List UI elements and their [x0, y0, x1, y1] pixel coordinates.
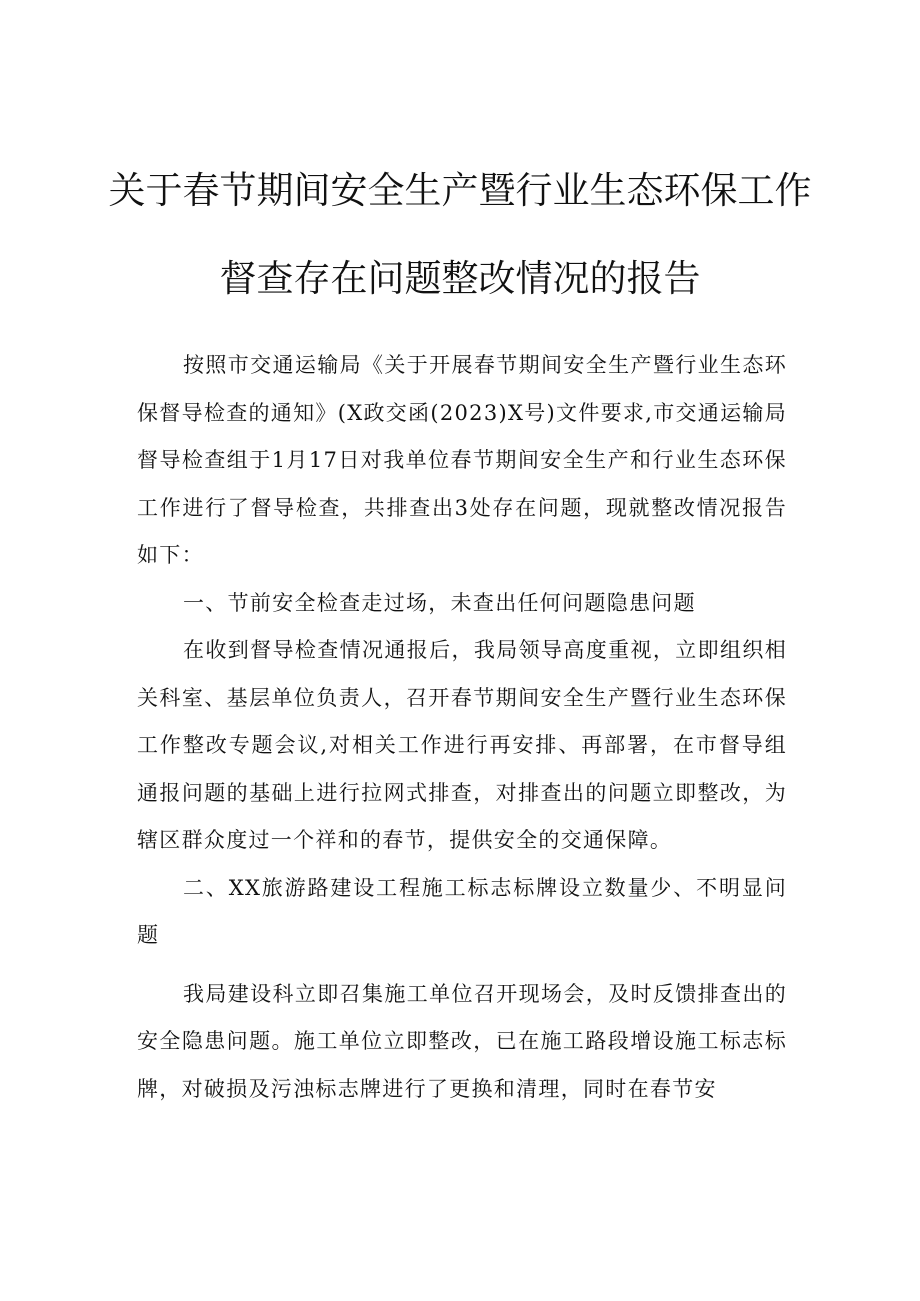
document-body	[137, 342, 787, 1113]
section-heading-2: 二、XX旅游路建设工程施工标志标牌设立数量少、不明显问题	[137, 875, 787, 947]
document-title-line-1: 关于春节期间安全生产暨行业生态环保工作	[108, 169, 812, 212]
section-1-paragraph: 在收到督导检查情况通报后，我局领导高度重视，立即组织相关科室、基层单位负责人，召开春节期间安全生产暨行业生态环保工作整改专题会议,对相关工作进行再安排、再部署，在市督导组通报问题的基础上进行拉网式排查，对排查出的问题立即整改，为辖区群众度过一个祥和的春节，提供安全的交通保障。	[137, 638, 787, 852]
section-2-paragraph: 我局建设科立即召集施工单位召开现场会，及时反馈排查出的安全隐患问题。施工单位立即整改，已在施工路段增设施工标志标牌，对破损及污浊标志牌进行了更换和清理，同时在春节安	[137, 981, 787, 1101]
intro-paragraph: 按照市交通运输局《关于开展春节期间安全生产暨行业生态环保督导检查的通知》(X政交函(2023)X号)文件要求,市交通运输局督导检查组于1月17日对我单位春节期间安全生产和行业生态环保工作进行了督导检查，共排查出3处存在问题，现就整改情况报告如下：	[137, 353, 787, 567]
document-title-line-2: 督查存在问题整改情况的报告	[219, 257, 701, 300]
section-heading-1: 一、节前安全检查走过场，未查出任何问题隐患问题	[183, 590, 696, 615]
